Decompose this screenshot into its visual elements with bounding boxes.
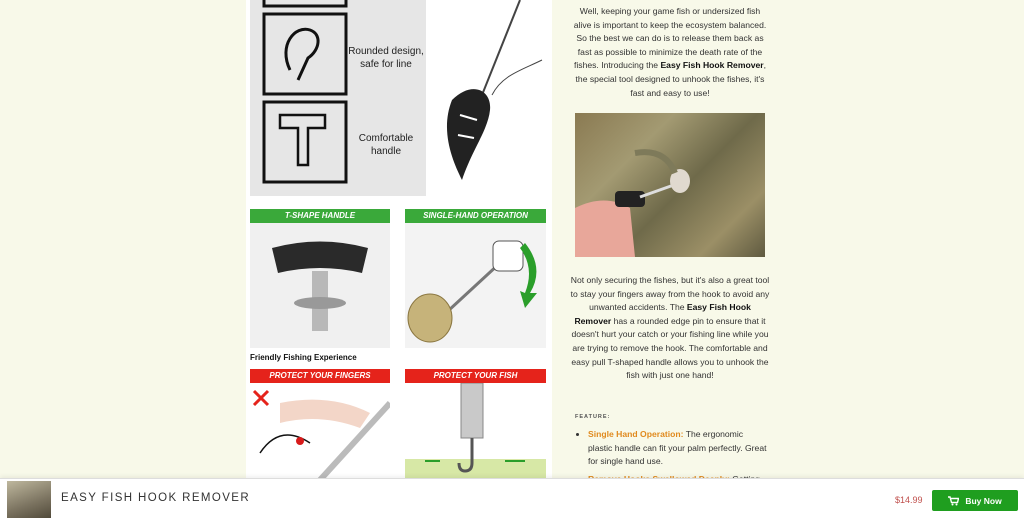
single-hand-image [405,223,546,348]
benefits-text-a: Not only securing the fishes, but it's also a great tool to stay your fingers away from the hook to avoid any unwanted accidents. The [570,275,770,313]
comfortable-handle-caption: Comfortable handle [358,133,414,157]
single-hand-icon [405,223,546,348]
benefits-product-name: Easy Fish Hook Remover [574,302,751,326]
buy-now-label: Buy Now [965,495,1002,506]
product-title: EASY FISH HOOK REMOVER [61,492,251,504]
feature-text: The ergonomic plastic handle can fit your palm perfectly. Great for single hand use. [588,429,767,467]
fish-icon [432,0,548,196]
feature-heading: Single Hand Operation: [588,429,684,439]
tag-protect-fish: PROTECT YOUR FISH [405,369,546,383]
feature-panel [250,0,426,196]
list-item [588,428,768,469]
tshape-handle-image [250,223,390,348]
rounded-design-caption: Rounded design, safe for line [348,46,424,70]
protect-fingers-image [250,383,390,480]
product-infographic [246,0,552,480]
intro-paragraph [570,5,770,100]
buy-now-button[interactable] [932,490,1018,511]
product-photo [575,113,765,257]
fish-illustration-panel [432,0,548,196]
sticky-buy-bar [0,478,1024,519]
hook-diagram-icon [250,0,426,196]
benefits-paragraph [570,274,770,383]
protect-fish-image [405,383,546,480]
fingers-icon [250,383,390,480]
product-price: $14.99 [895,495,923,505]
intro-text-c: , the special tool designed to unhook the fishes, it's fast and easy to use! [575,60,767,98]
friendly-fishing-heading: Friendly Fishing Experience [250,353,357,362]
benefits-text-c: has a rounded edge pin to ensure that it doesn't hurt your catch or your fishing line while you are trying to remove the hook. The comfortable and easy pull T-shaped handle allows you to unhook the fish with just one hand! [571,315,769,381]
product-thumbnail [7,481,51,518]
hook-protect-icon [405,383,546,480]
features-label: FEATURE: [575,414,611,420]
tag-tshape-handle: T-SHAPE HANDLE [250,209,390,223]
cart-icon [948,496,959,506]
tag-protect-fingers: PROTECT YOUR FINGERS [250,369,390,383]
intro-text-a: Well, keeping your game fish or undersized fish alive is important to keep the ecosystem balanced. So the best we can do is to release them back as fast as possible to minimize the death rate of the fishes. Introducing the [573,6,767,71]
tshape-handle-icon [250,223,390,348]
intro-product-name: Easy Fish Hook Remover [660,60,764,71]
tag-single-hand: SINGLE-HAND OPERATION [405,209,546,223]
hand-with-tool-icon [575,113,765,257]
